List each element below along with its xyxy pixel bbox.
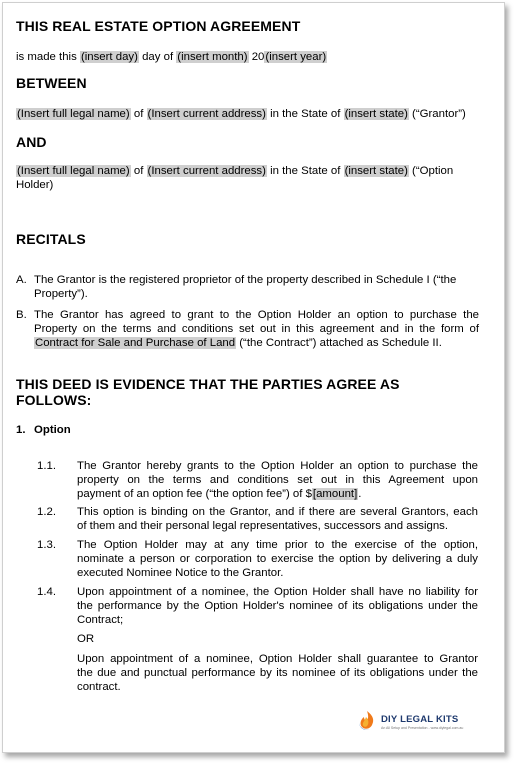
party1-role: (“Grantor”): [408, 108, 466, 120]
insert-day-field[interactable]: (insert day): [80, 51, 138, 63]
clause-1-4: [77, 585, 478, 627]
clause-1-3-line3: executed Nominee Notice to the Grantor.: [77, 567, 284, 579]
made-prefix: is made this: [16, 51, 80, 63]
clause-1-2: [77, 505, 478, 533]
day-of-text: day of: [138, 51, 177, 63]
clause-1-4-or: OR: [77, 633, 95, 645]
logo-flame-icon: [355, 709, 379, 733]
and-heading: AND: [16, 134, 47, 150]
party1-of: of: [130, 108, 147, 120]
clause-1-1-line3-post: .: [358, 488, 362, 500]
clause-1-1-line1: The Grantor hereby grants to the Option Holder an option to purchase the: [77, 460, 478, 472]
clause-1-1-line3-pre: payment of an option fee (“the option fee”) of $: [77, 488, 312, 500]
recital-a: [34, 273, 479, 301]
clause-1-3: [77, 538, 478, 580]
clause-1-2-number: 1.2.: [37, 506, 56, 518]
party1-address-field[interactable]: (Insert current address): [147, 108, 266, 120]
clause-1-3-line2: nominate a person or corporation to exercise the option by delivering a duly: [77, 553, 478, 565]
recital-b-line1: The Grantor has agreed to grant to the Option Holder an option to purchase the: [34, 309, 479, 321]
clause-1-4-line1: Upon appointment of a nominee, the Option Holder shall have no liability for: [77, 586, 478, 598]
party1-state-field[interactable]: (insert state): [344, 108, 408, 120]
diy-legal-kits-logo: [355, 709, 485, 737]
party2-role-line1: (“Option: [408, 165, 454, 177]
clause-1-4-number: 1.4.: [37, 586, 56, 598]
party1-name-field[interactable]: (Insert full legal name): [17, 108, 130, 120]
party2-role-line2: Holder): [16, 179, 54, 191]
clause-1-4-line3: Contract;: [77, 614, 124, 626]
party2-of: of: [130, 165, 147, 177]
between-heading: BETWEEN: [16, 75, 87, 91]
clause-1-1-line2: property on the terms and conditions set out in this Agreement upon: [77, 474, 478, 486]
clause-1-4b-line3: contract.: [77, 681, 121, 693]
section1-number: 1.: [16, 424, 26, 436]
party2-state-prefix: in the State of: [266, 165, 344, 177]
party2-line: [16, 164, 486, 192]
insert-year-field[interactable]: (insert year): [265, 51, 327, 63]
recital-a-letter: A.: [16, 274, 27, 286]
logo-tagline: An All Setup and Presentation - www.diylegal.com.au: [381, 726, 464, 730]
recital-b-line3: [34, 336, 479, 350]
deed-heading-line1: THIS DEED IS EVIDENCE THAT THE PARTIES AGREE AS: [16, 376, 400, 392]
party1-line: [16, 107, 466, 121]
clause-1-1-line3: [77, 487, 478, 501]
recitals-heading: RECITALS: [16, 231, 86, 247]
party2-address-field[interactable]: (Insert current address): [147, 165, 266, 177]
insert-month-field[interactable]: (insert month): [177, 51, 248, 63]
document-title: THIS REAL ESTATE OPTION AGREEMENT: [16, 18, 301, 34]
year-prefix: 20: [248, 51, 265, 63]
section1-title: Option: [34, 424, 71, 436]
clause-1-2-line1: This option is binding on the Grantor, and if there are several Grantors, each: [77, 506, 478, 518]
clause-1-3-line1: The Option Holder may at any time prior to the exercise of the option,: [77, 539, 478, 551]
recital-a-line1: The Grantor is the registered proprietor of the property described in Schedule I (“the: [34, 274, 457, 286]
clause-1-1-number: 1.1.: [37, 460, 56, 472]
clause-1-1: [77, 459, 478, 501]
party2-name-field[interactable]: (Insert full legal name): [17, 165, 130, 177]
party1-state-prefix: in the State of: [266, 108, 344, 120]
deed-heading: [16, 376, 400, 408]
clause-1-4b-line1: Upon appointment of a nominee, Option Holder shall guarantee to Grantor: [77, 653, 478, 665]
clause-1-4-line2: the performance by the Option Holder's nominee of its obligations under the: [77, 600, 478, 612]
deed-heading-line2: FOLLOWS:: [16, 392, 92, 408]
made-this-line: [16, 50, 327, 64]
logo-name: DIY LEGAL KITS: [381, 714, 459, 725]
clause-1-3-number: 1.3.: [37, 539, 56, 551]
contract-name-field[interactable]: Contract for Sale and Purchase of Land: [35, 337, 236, 349]
recital-b: [34, 308, 479, 350]
clause-1-2-line2: of them and their personal legal representatives, successors and assigns.: [77, 520, 449, 532]
recital-a-line2: Property”).: [34, 288, 88, 300]
amount-field[interactable]: [amount]: [312, 488, 358, 500]
party2-state-field[interactable]: (insert state): [344, 165, 408, 177]
clause-1-4-alternative: [77, 652, 478, 694]
recital-b-line3-rest: (“the Contract”) attached as Schedule II.: [236, 337, 442, 349]
clause-1-4b-line2: the due and punctual performance by its nominee of its obligations under the: [77, 667, 478, 679]
recital-b-line2: Property on the terms and conditions set out in this agreement and in the form of: [34, 323, 479, 335]
document-page: [2, 2, 505, 753]
recital-b-letter: B.: [16, 309, 27, 321]
